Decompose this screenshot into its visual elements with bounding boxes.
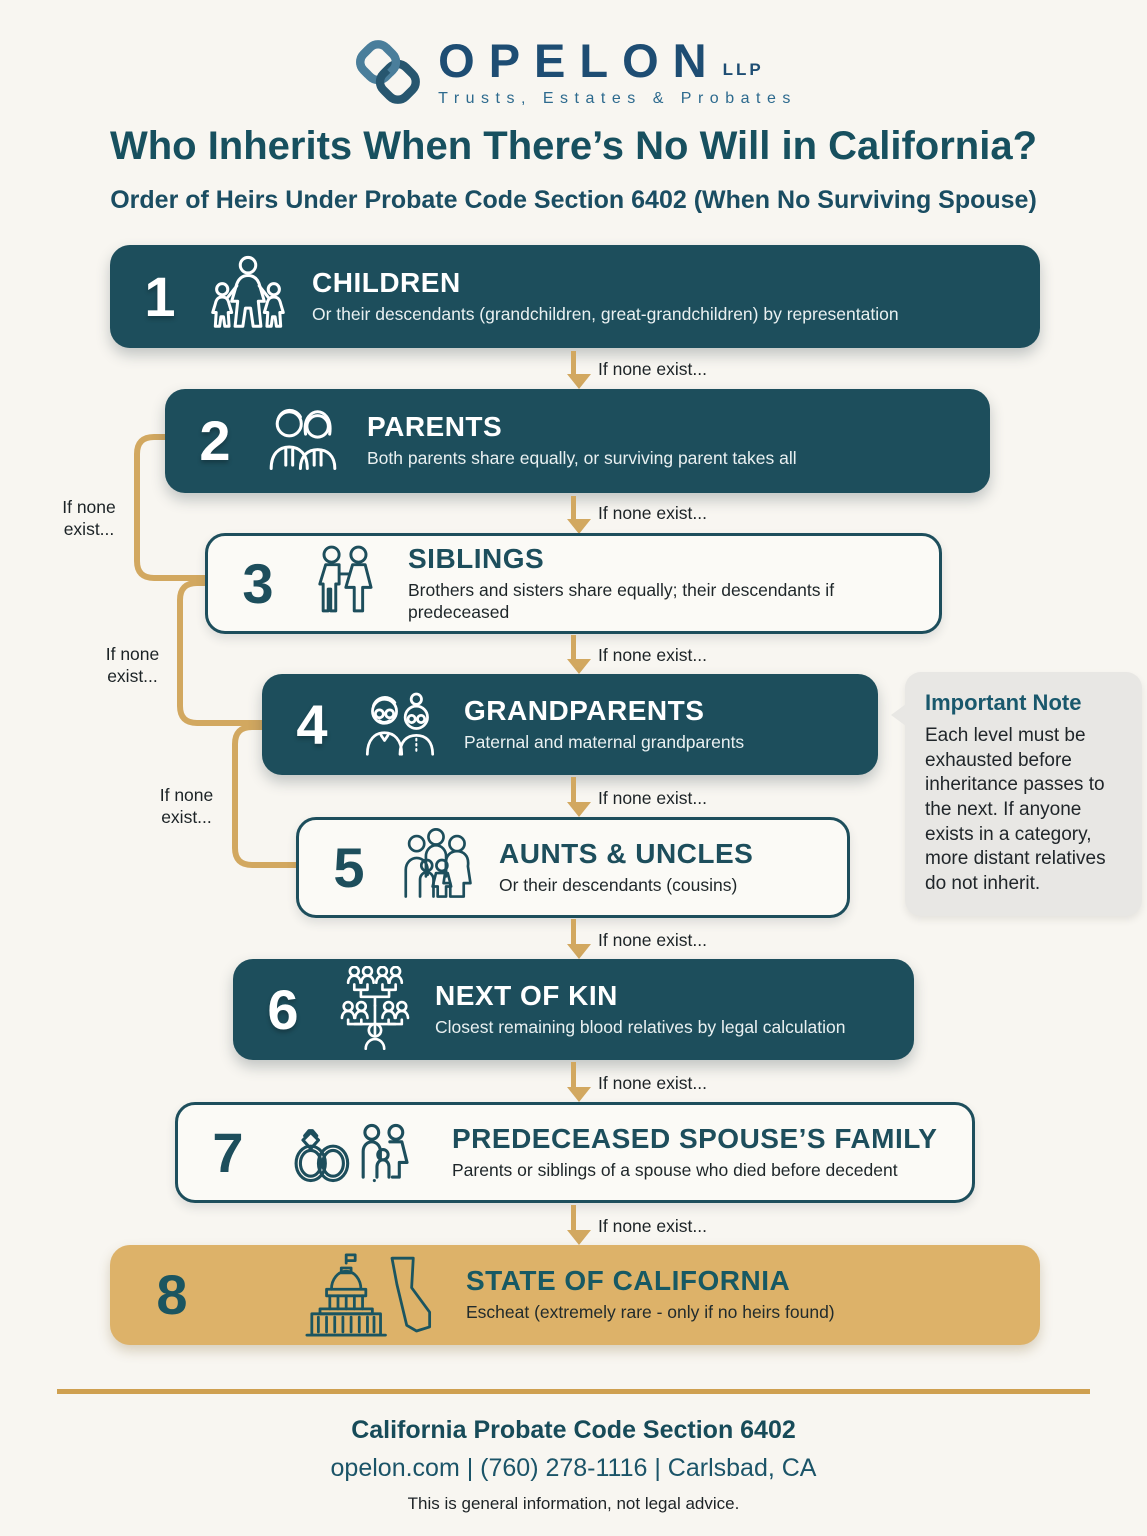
if-none-exist-side-label: If none exist...: [105, 644, 160, 686]
brand-suffix: LLP: [722, 59, 764, 79]
brand-block: [438, 33, 797, 108]
capitol-california-icon: [290, 1250, 440, 1340]
step-5-aunts-uncles: [296, 817, 850, 918]
step-number: 3: [242, 551, 274, 615]
wedding-rings-family-icon: [270, 1110, 434, 1196]
important-note: [905, 672, 1142, 916]
page-subtitle: Order of Heirs Under Probate Code Section 6402 (When No Surviving Spouse): [110, 186, 1037, 214]
if-none-exist-label: If none exist...: [598, 1073, 707, 1093]
step-title: AUNTS & UNCLES: [499, 837, 754, 869]
flow-down-arrow: [567, 1205, 580, 1245]
step-title: SIBLINGS: [408, 542, 545, 574]
step-description: Both parents share equally, or surviving parent takes all: [367, 448, 797, 469]
if-none-exist-label: If none exist...: [598, 1216, 707, 1236]
if-none-exist-side-label: If none exist...: [62, 497, 116, 539]
flow-down-arrow: [567, 919, 580, 959]
step-title: NEXT OF KIN: [435, 979, 618, 1011]
step-title: CHILDREN: [312, 266, 461, 298]
step-number: 5: [333, 835, 365, 899]
step-number: 2: [199, 409, 231, 472]
step-number: 7: [212, 1120, 244, 1184]
footer-divider: [57, 1389, 1090, 1394]
brand-name: OPELON: [438, 33, 721, 87]
next-of-kin-tree-icon: [325, 966, 417, 1054]
step-4-grandparents: [262, 674, 878, 775]
flow-down-arrow: [567, 1062, 580, 1102]
footer-code-line: California Probate Code Section 6402: [351, 1416, 796, 1444]
flow-down-arrow: [567, 635, 580, 674]
aunts-uncles-family-icon: [391, 826, 481, 910]
step-description: Escheat (extremely rare - only if no heirs found): [466, 1302, 835, 1323]
step-description: Paternal and maternal grandparents: [464, 731, 745, 752]
brand-tagline: Trusts, Estates & Probates: [438, 89, 797, 107]
grandparents-icon: [354, 682, 446, 768]
siblings-icon: [300, 542, 390, 626]
if-none-exist-label: If none exist...: [598, 788, 707, 808]
step-number: 1: [144, 264, 176, 328]
step-title: GRANDPARENTS: [464, 694, 705, 726]
opelon-logo: [0, 34, 1147, 110]
page-title: Who Inherits When There’s No Will in California?: [109, 124, 1038, 168]
if-none-exist-label: If none exist...: [598, 359, 707, 379]
step-7-predeceased-spouse-family: [175, 1102, 975, 1203]
step-title: PREDECEASED SPOUSE’S FAMILY: [452, 1122, 938, 1154]
step-1-children: [110, 245, 1040, 348]
step-2-parents: [165, 389, 990, 493]
note-body: Each level must be exhausted before inheritance passes to the next. If anyone exists in a category, more distant relatives do not inherit.: [925, 725, 1106, 895]
step-6-next-of-kin: [233, 959, 914, 1060]
step-3-siblings: [205, 533, 942, 634]
flow-down-arrow: [567, 777, 580, 817]
note-title: Important Note: [925, 690, 1082, 715]
if-none-exist-label: If none exist...: [598, 930, 707, 950]
flow-down-arrow: [567, 351, 580, 389]
if-none-exist-side-label: If none exist...: [159, 785, 214, 827]
parent-children-icon: [202, 254, 294, 340]
footer-disclaimer: This is general information, not legal advice.: [407, 1494, 740, 1513]
step-description: Brothers and sisters share equally; their descendants if predeceased: [408, 579, 835, 622]
step-number: 4: [296, 692, 328, 756]
step-description: Or their descendants (cousins): [499, 874, 738, 895]
step-description: Closest remaining blood relatives by legal calculation: [435, 1016, 846, 1037]
step-title: PARENTS: [367, 411, 503, 443]
parents-couple-icon: [257, 398, 349, 484]
step-8-state-of-california: [110, 1245, 1040, 1345]
if-none-exist-label: If none exist...: [598, 503, 707, 523]
note-tail-pointer: [891, 704, 906, 726]
step-number: 6: [267, 977, 299, 1041]
step-description: Or their descendants (grandchildren, great-grandchildren) by representation: [312, 303, 899, 324]
knot-logo-icon: [350, 34, 426, 110]
if-none-exist-label: If none exist...: [598, 645, 707, 665]
flow-down-arrow: [567, 496, 580, 534]
footer-contact-line: opelon.com | (760) 278-1116 | Carlsbad, CA: [330, 1454, 817, 1482]
step-description: Parents or siblings of a spouse who died before decedent: [452, 1159, 898, 1180]
step-number: 8: [156, 1263, 188, 1326]
step-title: STATE OF CALIFORNIA: [466, 1265, 791, 1297]
